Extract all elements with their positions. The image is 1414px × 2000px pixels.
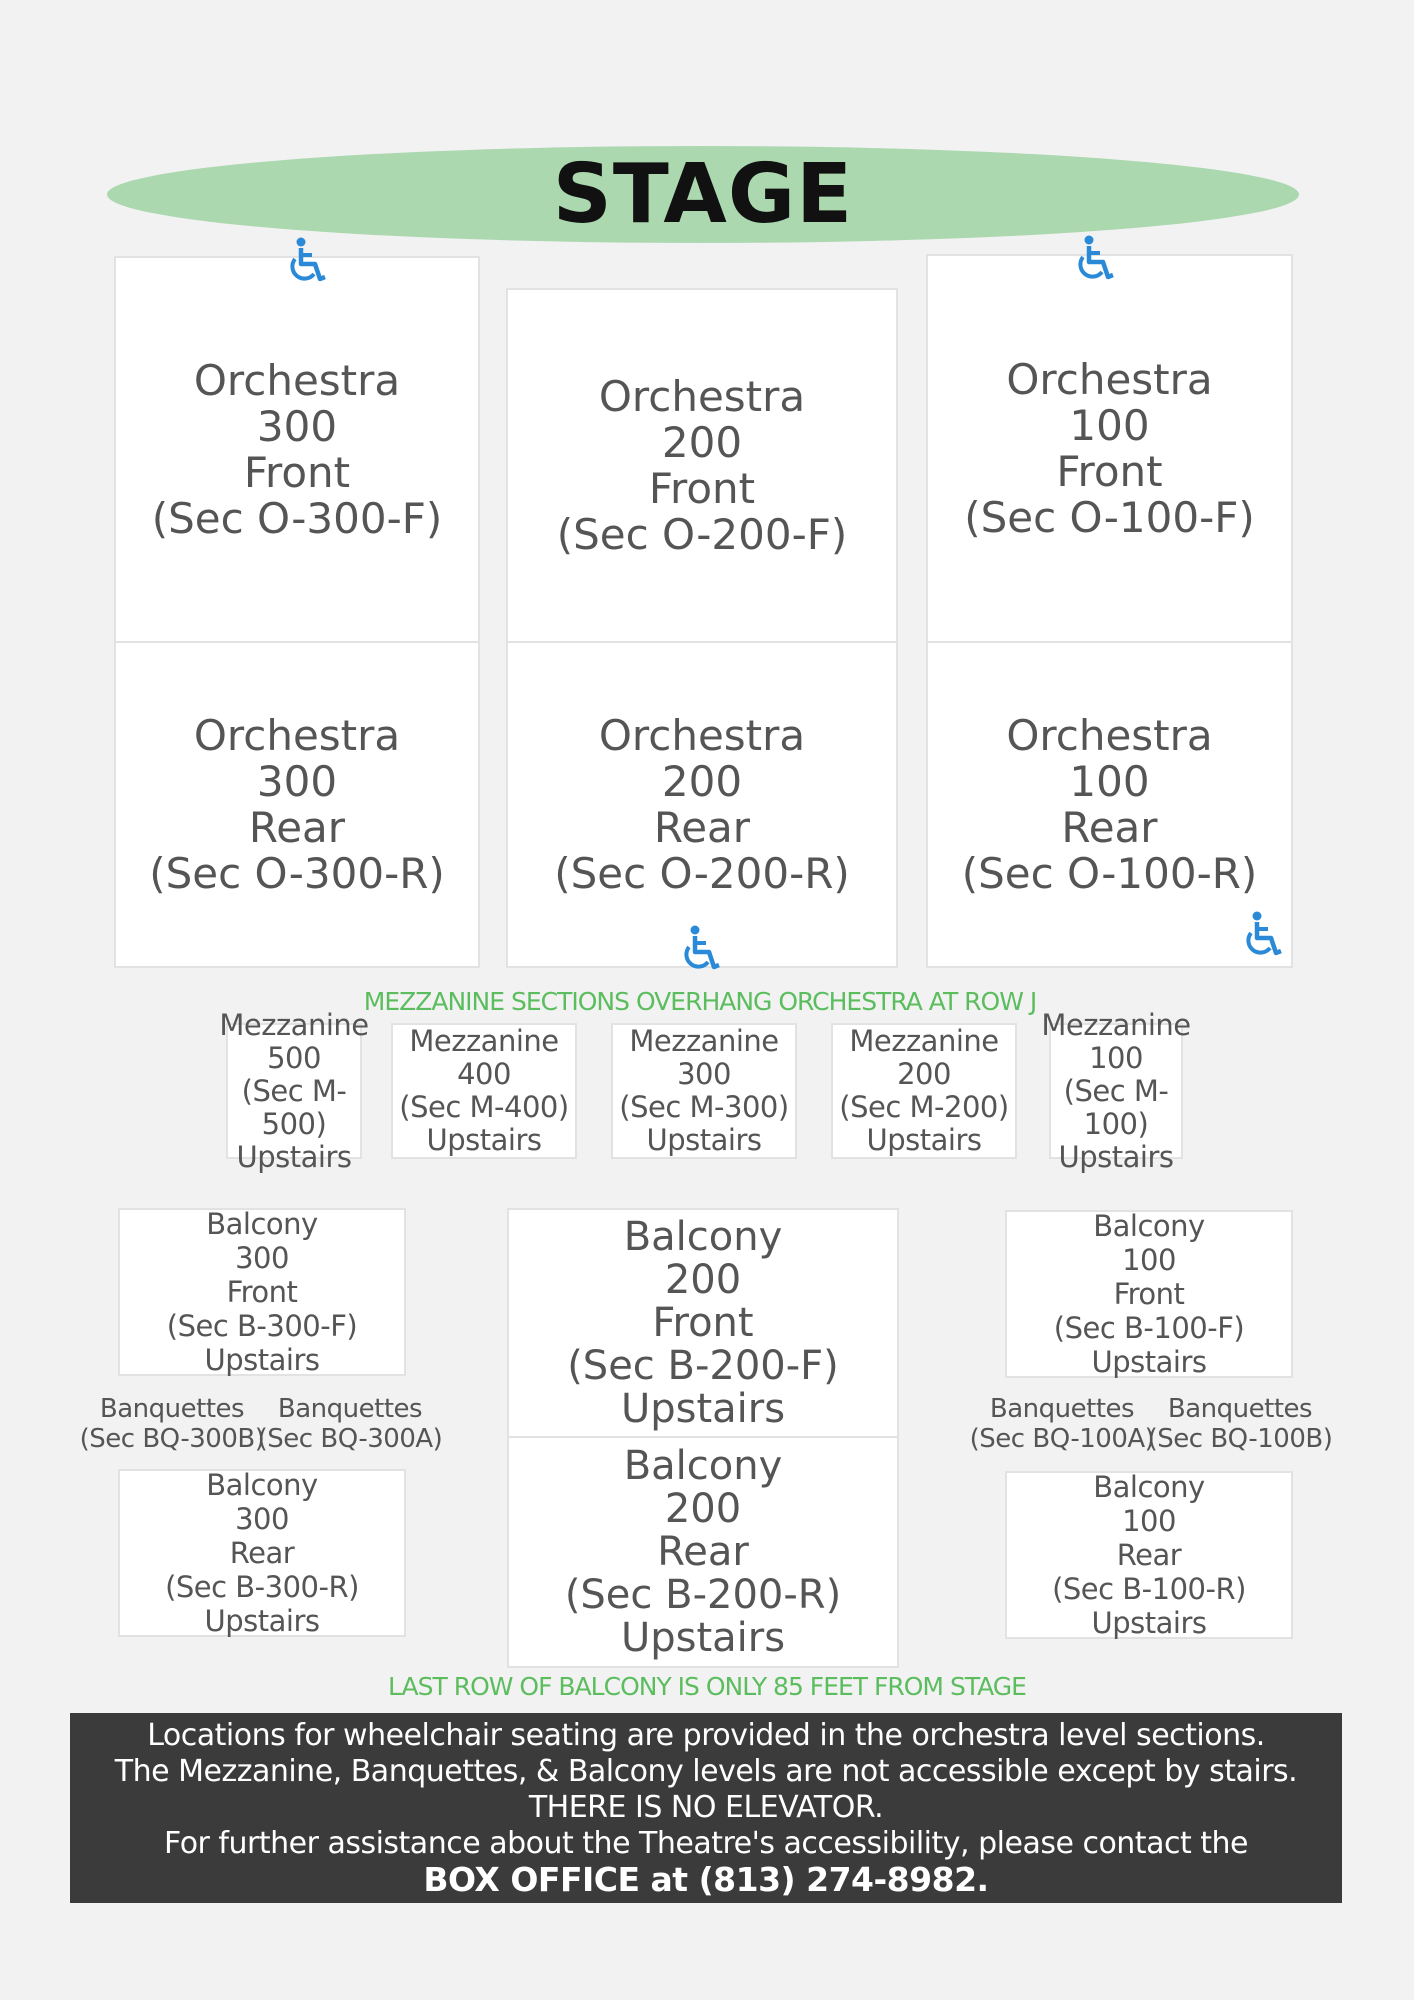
box-office-contact: BOX OFFICE at (813) 274-8982. bbox=[423, 1860, 989, 1899]
notice-line: For further assistance about the Theatre's accessibility, please contact the bbox=[164, 1826, 1248, 1861]
balcony-note: LAST ROW OF BALCONY IS ONLY 85 FEET FROM STAGE bbox=[388, 1672, 1026, 1701]
section-balcony-300-front[interactable] bbox=[118, 1208, 406, 1376]
accessibility-notice bbox=[70, 1713, 1342, 1903]
notice-line: Locations for wheelchair seating are provided in the orchestra level sections. bbox=[147, 1718, 1265, 1753]
wheelchair-icon bbox=[1073, 235, 1117, 285]
section-label: Mezzanine 500 (Sec M-500) Upstairs bbox=[219, 1007, 369, 1174]
section-label: Mezzanine 200 (Sec M-200) Upstairs bbox=[839, 1024, 1009, 1157]
section-label: Balcony 100 Front (Sec B-100-F) Upstairs bbox=[1053, 1209, 1245, 1379]
wheelchair-icon bbox=[285, 237, 329, 287]
section-orchestra-100-rear[interactable] bbox=[926, 641, 1293, 968]
section-balcony-200-front[interactable] bbox=[507, 1208, 899, 1438]
section-banquettes-100a[interactable]: Banquettes (Sec BQ-100A) bbox=[969, 1394, 1155, 1454]
section-label: Balcony 200 Front (Sec B-200-F) Upstairs bbox=[567, 1213, 839, 1432]
section-mezzanine-400[interactable] bbox=[391, 1023, 577, 1159]
section-label: Balcony 300 Rear (Sec B-300-R) Upstairs bbox=[165, 1468, 359, 1638]
section-label: Balcony 200 Rear (Sec B-200-R) Upstairs bbox=[564, 1442, 842, 1661]
section-label: Orchestra 100 Rear (Sec O-100-R) bbox=[961, 710, 1258, 898]
wheelchair-icon bbox=[1241, 911, 1285, 961]
section-label: Mezzanine 300 (Sec M-300) Upstairs bbox=[619, 1024, 789, 1157]
section-label: Balcony 100 Rear (Sec B-100-R) Upstairs bbox=[1052, 1470, 1246, 1640]
section-orchestra-100-front[interactable] bbox=[926, 254, 1293, 643]
stage-label: STAGE bbox=[552, 147, 854, 242]
section-banquettes-300b[interactable]: Banquettes (Sec BQ-300B) bbox=[79, 1394, 265, 1454]
section-mezzanine-200[interactable] bbox=[831, 1023, 1017, 1159]
wheelchair-icon bbox=[679, 925, 723, 975]
section-label: Orchestra 100 Front (Sec O-100-F) bbox=[964, 354, 1255, 542]
section-balcony-100-rear[interactable] bbox=[1005, 1471, 1293, 1639]
section-label: Orchestra 300 Rear (Sec O-300-R) bbox=[149, 710, 445, 898]
mezzanine-note: MEZZANINE SECTIONS OVERHANG ORCHESTRA AT ROW J bbox=[363, 987, 1037, 1016]
section-orchestra-200-rear[interactable] bbox=[506, 641, 898, 968]
section-banquettes-100b[interactable]: Banquettes (Sec BQ-100B) bbox=[1147, 1394, 1333, 1454]
section-balcony-100-front[interactable] bbox=[1005, 1210, 1293, 1378]
section-mezzanine-500[interactable] bbox=[219, 1007, 369, 1174]
section-orchestra-300-front[interactable] bbox=[114, 256, 480, 643]
section-orchestra-300-rear[interactable] bbox=[114, 641, 480, 968]
section-mezzanine-100[interactable] bbox=[1041, 1007, 1191, 1174]
section-banquettes-300a[interactable]: Banquettes (Sec BQ-300A) bbox=[257, 1394, 443, 1454]
section-orchestra-200-front[interactable] bbox=[506, 288, 898, 643]
notice-line: THERE IS NO ELEVATOR. bbox=[528, 1790, 884, 1825]
section-label: Balcony 300 Front (Sec B-300-F) Upstairs bbox=[166, 1207, 358, 1377]
section-balcony-300-rear[interactable] bbox=[118, 1469, 406, 1637]
section-label: Orchestra 200 Rear (Sec O-200-R) bbox=[554, 710, 850, 898]
notice-line: The Mezzanine, Banquettes, & Balcony levels are not accessible except by stairs. bbox=[114, 1754, 1298, 1789]
section-label: Orchestra 300 Front (Sec O-300-F) bbox=[151, 355, 443, 543]
section-label: Mezzanine 400 (Sec M-400) Upstairs bbox=[399, 1024, 569, 1157]
section-label: Orchestra 200 Front (Sec O-200-F) bbox=[556, 371, 848, 559]
section-label: Mezzanine 100 (Sec M-100) Upstairs bbox=[1041, 1007, 1191, 1174]
section-balcony-200-rear[interactable] bbox=[507, 1436, 899, 1668]
stage bbox=[107, 146, 1299, 243]
section-mezzanine-300[interactable] bbox=[611, 1023, 797, 1159]
